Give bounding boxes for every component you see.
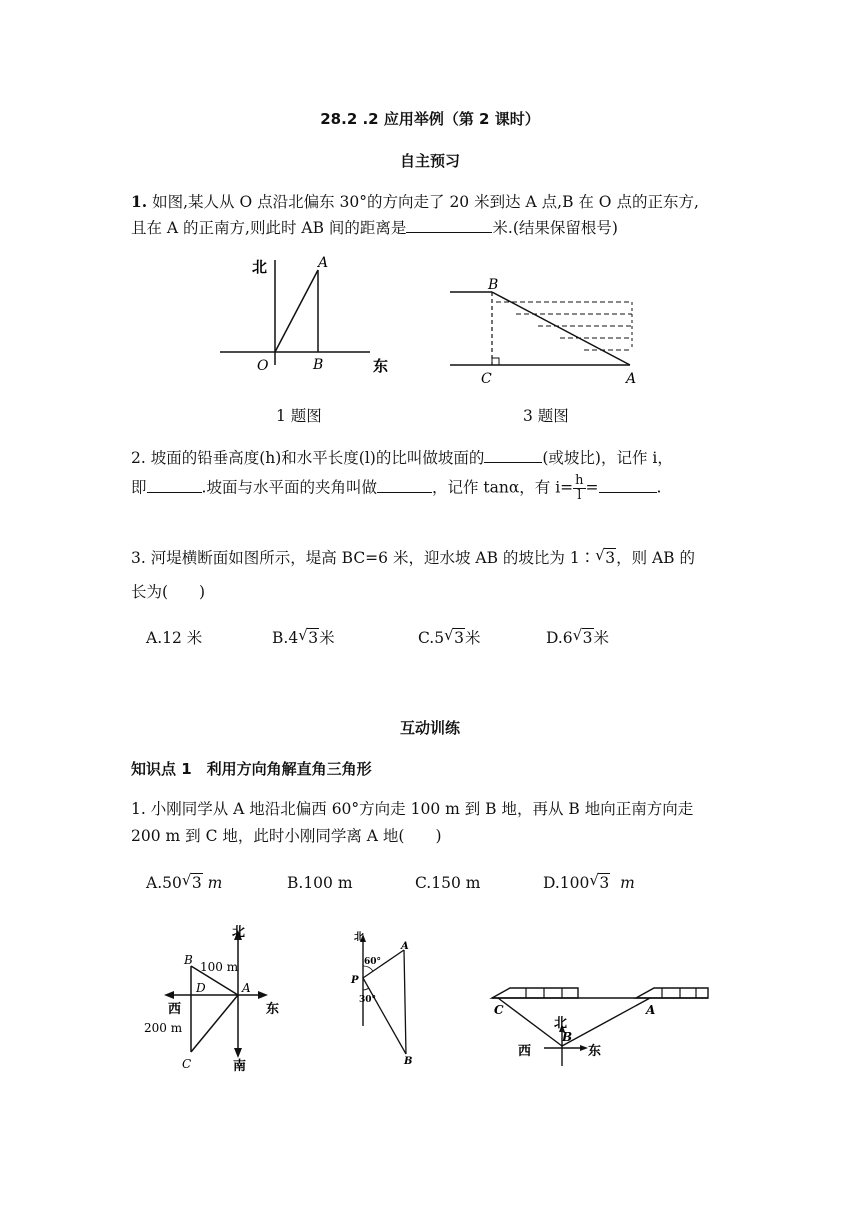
label-C: C bbox=[481, 371, 492, 387]
option-d[interactable]: D.6 √ 3米 bbox=[546, 626, 610, 647]
label-A: A bbox=[646, 1003, 656, 1017]
training-q1-line-2: 200 m 到 C 地，此时小刚同学离 A 地( ) bbox=[131, 827, 442, 845]
sqrt-3: √ 3 bbox=[181, 871, 202, 892]
question-number: 1. bbox=[131, 192, 148, 211]
label-east: 东 bbox=[373, 357, 389, 375]
question-text: ，则 AB 的 bbox=[616, 549, 696, 567]
sqrt-3: √ 3 bbox=[298, 626, 319, 647]
figure-1-caption: 1 题图 bbox=[276, 407, 322, 425]
question-text: (或坡比)，记作 i， bbox=[542, 449, 673, 467]
label-south: 南 bbox=[233, 1059, 247, 1072]
figure-3-caption: 3 题图 bbox=[523, 407, 569, 425]
label-A: A bbox=[626, 371, 637, 387]
answer-blank[interactable] bbox=[406, 218, 492, 233]
question-1-line-2 bbox=[131, 216, 618, 238]
label-C: C bbox=[182, 1057, 192, 1071]
page-title: 28.2 .2 应用举例（第 2 课时） bbox=[320, 110, 540, 128]
label-100m: 100 m bbox=[200, 960, 239, 974]
knowledge-point-1: 知识点 1 利用方向角解直角三角形 bbox=[131, 760, 372, 778]
label-north: 北 bbox=[354, 932, 364, 943]
label-west: 西 bbox=[168, 1002, 182, 1017]
label-B: B bbox=[488, 277, 499, 293]
question-text: . bbox=[656, 478, 662, 497]
label-C: C bbox=[494, 1003, 504, 1017]
question-text: 如图,某人从 O 点沿北偏东 30°的方向走了 20 米到达 A 点,B 在 O 点的正东方, bbox=[152, 193, 699, 211]
question-2-line-2 bbox=[131, 474, 661, 503]
question-2-line-1 bbox=[131, 446, 673, 468]
question-text: 2. 坡面的铅垂高度(h)和水平长度(l)的比叫做坡面的 bbox=[131, 449, 485, 467]
question-text: 且在 A 的正南方,则此时 AB 间的距离是 bbox=[131, 219, 407, 237]
question-text: 3. 河堤横断面如图所示，堤高 BC=6 米，迎水坡 AB 的坡比为 1∶ bbox=[131, 549, 596, 567]
sqrt-3: √ 3 bbox=[595, 546, 616, 567]
question-text: = bbox=[585, 478, 599, 497]
answer-blank[interactable] bbox=[599, 478, 657, 493]
section-heading-preview: 自主预习 bbox=[399, 152, 460, 170]
question-3-line-1 bbox=[131, 546, 695, 568]
label-A: A bbox=[242, 981, 251, 995]
label-B: B bbox=[404, 1056, 413, 1067]
answer-blank[interactable] bbox=[377, 478, 432, 493]
label-north: 北 bbox=[554, 1016, 568, 1031]
label-D: D bbox=[196, 981, 206, 995]
option-c[interactable]: C.150 m bbox=[415, 874, 481, 892]
label-B: B bbox=[313, 357, 324, 373]
sqrt-3: √ 3 bbox=[444, 626, 464, 647]
label-O: O bbox=[257, 358, 269, 374]
figure-3-embankment bbox=[448, 272, 648, 390]
question-text: 米.(结果保留根号) bbox=[492, 219, 618, 237]
figure-pab-angles bbox=[346, 926, 426, 1071]
question-3-line-2: 长为( ) bbox=[131, 583, 206, 601]
option-c[interactable]: C.5 √ 3米 bbox=[418, 626, 481, 647]
answer-blank[interactable] bbox=[147, 478, 202, 493]
section-heading-training: 互动训练 bbox=[399, 719, 460, 737]
option-b[interactable]: B.4 √ 3米 bbox=[272, 626, 335, 647]
question-text: ，记作 tanα，有 i= bbox=[431, 478, 574, 497]
question-1-line-1 bbox=[131, 190, 699, 212]
label-B: B bbox=[562, 1030, 573, 1044]
label-A: A bbox=[401, 941, 409, 952]
label-east: 东 bbox=[266, 1002, 280, 1017]
option-b[interactable]: B.100 m bbox=[287, 874, 353, 892]
label-B: B bbox=[184, 953, 193, 967]
figure-1-direction bbox=[215, 250, 395, 380]
label-west: 西 bbox=[518, 1044, 532, 1059]
label-north: 北 bbox=[232, 925, 246, 940]
sqrt-3: √ 3 bbox=[572, 626, 593, 647]
label-angle-60: 60° bbox=[364, 957, 382, 967]
option-d[interactable]: D.100 √ 3 m bbox=[543, 871, 635, 892]
label-east: 东 bbox=[588, 1044, 602, 1059]
answer-blank[interactable] bbox=[484, 448, 542, 463]
fraction-h-over-l: $\frac{h}{l}$ bbox=[575, 473, 584, 503]
label-P: P bbox=[351, 975, 359, 986]
option-a[interactable]: A.12 米 bbox=[146, 629, 203, 647]
option-a[interactable]: A.50 √ 3 m bbox=[146, 871, 223, 892]
training-q1-line-1: 1. 小刚同学从 A 地沿北偏西 60°方向走 100 m 到 B 地，再从 B 地向正南方向走 bbox=[131, 800, 694, 818]
question-text: 即 bbox=[131, 478, 147, 497]
figure-road-cab bbox=[488, 980, 718, 1070]
sqrt-3: √ 3 bbox=[589, 871, 610, 892]
label-200m: 200 m bbox=[144, 1021, 183, 1035]
question-text: .坡面与水平面的夹角叫做 bbox=[201, 478, 377, 497]
label-A: A bbox=[318, 255, 329, 271]
figure-compass-bdac bbox=[140, 922, 300, 1072]
label-north: 北 bbox=[252, 258, 268, 276]
label-angle-30: 30° bbox=[359, 995, 377, 1005]
